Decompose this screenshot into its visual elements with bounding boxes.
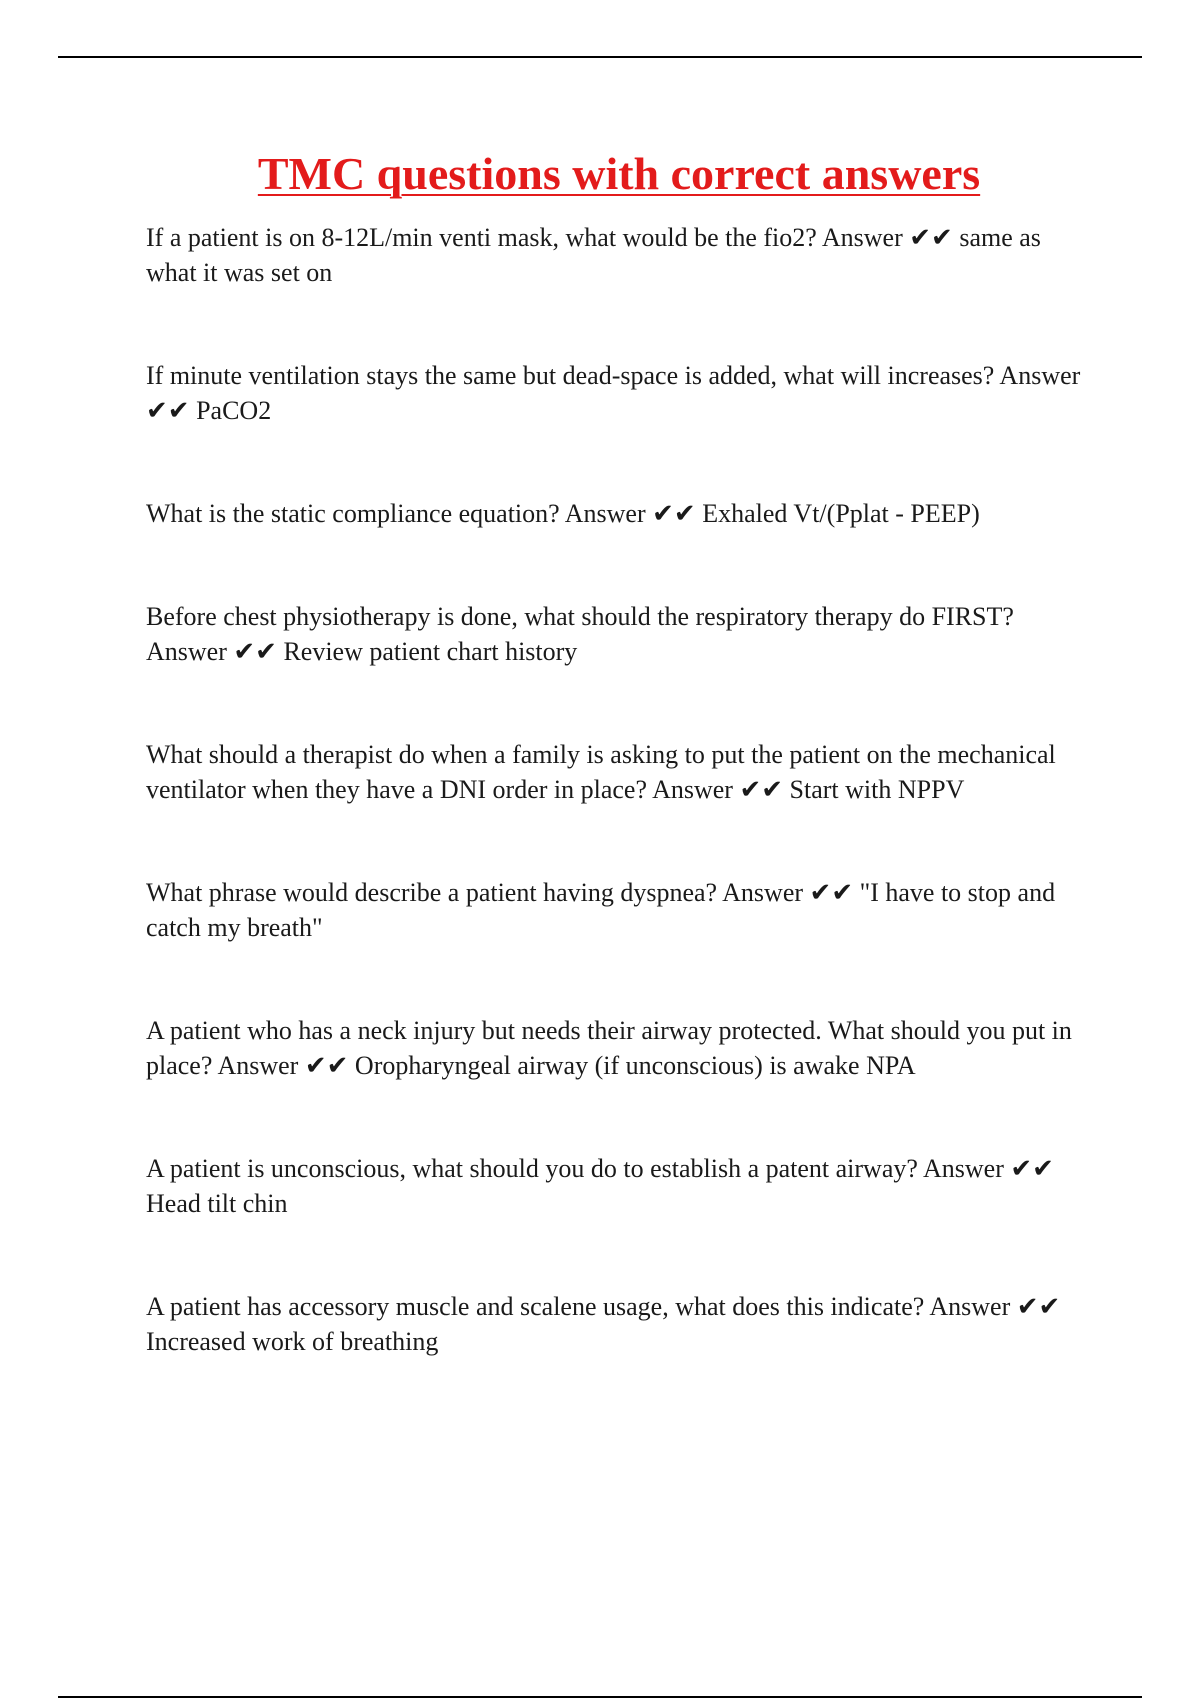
answer-text: Head tilt chin [146,1189,288,1218]
double-check-icon: ✔✔ [1016,1292,1061,1321]
qa-item [146,1151,1096,1221]
document-title: TMC questions with correct answers [257,148,981,199]
qa-item [146,358,1096,428]
top-rule [58,56,1142,58]
answer-text: Review patient chart history [283,637,578,666]
question-text: If a patient is on 8-12L/min venti mask, what would be the fio2? [146,223,817,252]
double-check-icon: ✔✔ [146,396,190,425]
qa-list [146,220,1096,1359]
question-text: Before chest physiotherapy is done, what should the respiratory therapy do FIRST? [146,602,1014,631]
qa-item [146,220,1096,290]
qa-item [146,1013,1096,1083]
double-check-icon: ✔✔ [233,637,277,666]
question-text: What is the static compliance equation? [146,499,560,528]
question-text: A patient who has a neck injury but needs their airway protected. What should you put in place? [146,1016,1072,1080]
qa-item [146,875,1096,945]
question-text: What should a therapist do when a family is asking to put the patient on the mechanical ventilator when they have a DNI order in place? [146,740,1056,804]
bottom-rule [58,1696,1142,1698]
question-text: A patient is unconscious, what should you do to establish a patent airway? [146,1154,918,1183]
answer-text: "I have to stop and catch my breath" [146,878,1056,942]
answer-text: same as what it was set on [146,223,1041,287]
answer-text: Start with NPPV [789,775,965,804]
qa-item [146,737,1096,807]
double-check-icon: ✔✔ [304,1051,349,1080]
qa-item [146,496,1096,531]
answer-label: Answer [722,878,804,907]
answer-label: Answer [217,1051,299,1080]
answer-text: Increased work of breathing [146,1327,439,1356]
question-text: If minute ventilation stays the same but dead-space is added, what will increases? [146,361,995,390]
double-check-icon: ✔✔ [652,499,696,528]
answer-label: Answer [146,637,227,666]
question-text: A patient has accessory muscle and scalene usage, what does this indicate? [146,1292,925,1321]
answer-label: Answer [564,499,646,528]
double-check-icon: ✔✔ [739,775,784,804]
double-check-icon: ✔✔ [809,878,854,907]
answer-label: Answer [652,775,733,804]
answer-text: Oropharyngeal airway (if unconscious) is awake NPA [354,1051,916,1080]
answer-label: Answer [929,1292,1011,1321]
answer-text: Exhaled Vt/(Pplat - PEEP) [702,499,980,528]
double-check-icon: ✔✔ [1010,1154,1054,1183]
double-check-icon: ✔✔ [909,223,953,252]
question-text: What phrase would describe a patient having dyspnea? [146,878,718,907]
answer-label: Answer [821,223,903,252]
answer-text: PaCO2 [196,396,272,425]
qa-item [146,599,1096,669]
answer-label: Answer [999,361,1081,390]
qa-item [146,1289,1096,1359]
answer-label: Answer [923,1154,1004,1183]
